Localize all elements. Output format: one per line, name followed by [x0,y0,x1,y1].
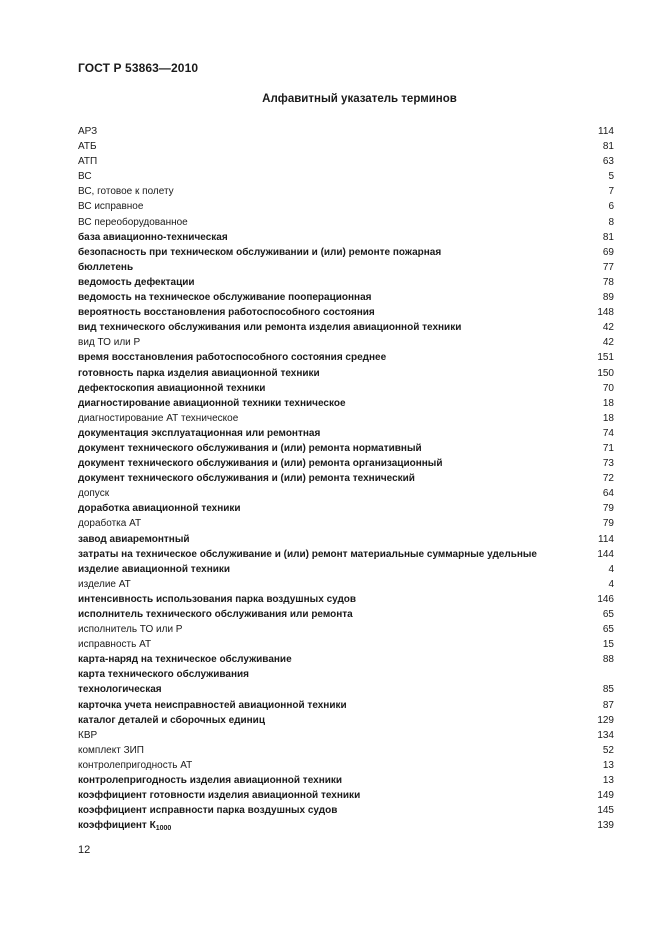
index-page-ref: 65 [602,624,614,636]
index-entry [78,652,614,667]
index-term: контролепригодность АТ [78,759,193,771]
index-term: документ технического обслуживания и (или) ремонта организационный [78,458,443,470]
index-term: ведомость на техническое обслуживание пооперационная [78,292,372,304]
index-entry [78,592,614,607]
index-term: АТБ [78,141,97,153]
page-number: 12 [78,844,91,856]
document-code: ГОСТ Р 53863—2010 [78,61,199,75]
index-page-ref: 89 [602,292,614,304]
index-page-ref: 18 [602,412,614,424]
index-entry [78,743,614,758]
index-entry [78,441,614,456]
index-entry [78,803,614,818]
index-term: допуск [78,488,110,500]
index-page-ref: 72 [602,473,614,485]
page-title: Алфавитный указатель терминов [262,93,457,105]
index-entry [78,637,614,652]
index-term: вид ТО или Р [78,337,141,349]
index-term: документ технического обслуживания и (или) ремонта нормативный [78,442,422,454]
index-term: ВС [78,171,92,183]
index-entry [78,758,614,773]
index-entry [78,320,614,335]
index-term: документация эксплуатационная или ремонтная [78,427,321,439]
index-entry [78,698,614,713]
index-entry [78,411,614,426]
index-term: бюллетень [78,261,134,273]
index-entry [78,350,614,365]
index-page-ref: 73 [602,458,614,470]
index-term: вид технического обслуживания или ремонта изделия авиационной техники [78,322,462,334]
index-page-ref: 139 [597,820,614,832]
index-page-ref: 4 [608,578,614,590]
index-entry [78,456,614,471]
index-entry [78,275,614,290]
index-entry [78,124,614,139]
index-entry [78,199,614,214]
index-term: коэффициент $К_{1000}$ [78,820,172,833]
index-entry [78,471,614,486]
index-entry [78,622,614,637]
index-entry [78,532,614,547]
index-page-ref: 13 [602,759,614,771]
index-term: исправность АТ [78,639,152,651]
index-term: ведомость дефектации [78,276,195,288]
index-entry [78,728,614,743]
index-entry [78,215,614,230]
index-entry [78,713,614,728]
index-term: комплект ЗИП [78,744,144,756]
index-term: диагностирование авиационной техники техническое [78,397,346,409]
index-entry [78,607,614,622]
index-page-ref: 63 [602,156,614,168]
index-term: карточка учета неисправностей авиационной техники [78,699,347,711]
index-term: готовность парка изделия авиационной техники [78,367,320,379]
index-term-subscript: 1000 [155,825,172,833]
index-page-ref: 42 [602,322,614,334]
index-page-ref: 52 [602,744,614,756]
index-page-ref: 65 [602,609,614,620]
index-page-ref: 81 [602,231,614,243]
index-entry [78,230,614,245]
index-term: диагностирование АТ техническое [78,412,239,424]
index-page-ref: 85 [602,684,614,696]
index-page-ref: 64 [602,488,614,500]
index-entry [78,577,614,592]
index-page-ref: 71 [602,442,614,454]
index-term: время восстановления работоспособного состояния среднее [78,352,387,364]
index-term: доработка АТ [78,518,142,530]
index-page-ref: 78 [602,276,614,288]
index-entry [78,426,614,441]
index-page-ref: 5 [608,171,614,183]
index-term: исполнитель технического обслуживания или ремонта [78,609,353,620]
term-index-list [78,124,614,833]
index-term: ВС, готовое к полету [78,186,174,198]
index-page-ref: 79 [602,503,614,515]
index-entry [78,486,614,501]
index-term: затраты на техническое обслуживание и (или) ремонт материальные суммарные удельные [78,548,537,560]
index-term: завод авиаремонтный [78,533,190,545]
index-entry [78,335,614,350]
index-term: карта-наряд на техническое обслуживание [78,654,292,666]
index-entry [78,818,614,833]
index-term: интенсивность использования парка воздушных судов [78,593,357,605]
index-term: КВР [78,729,98,741]
index-term: изделие авиационной техники [78,563,231,575]
index-entry [78,667,614,682]
index-entry [78,184,614,199]
index-entry [78,396,614,411]
index-term: АРЗ [78,126,98,137]
index-page-ref: 145 [597,805,614,817]
index-entry [78,682,614,697]
index-page-ref: 6 [608,201,614,213]
index-term: технологическая [78,684,162,696]
index-entry [78,547,614,562]
index-page-ref: 77 [602,261,614,273]
index-page-ref: 42 [602,337,614,349]
index-page-ref: 129 [597,714,614,726]
index-entry [78,501,614,516]
index-entry [78,154,614,169]
index-term: ВС переоборудованное [78,216,188,228]
index-entry [78,366,614,381]
index-term: дефектоскопия авиационной техники [78,382,266,394]
index-term: контролепригодность изделия авиационной техники [78,775,343,787]
index-entry [78,562,614,577]
index-page-ref: 7 [608,186,614,198]
index-page-ref: 150 [597,367,614,379]
index-page-ref: 79 [602,518,614,530]
index-term: исполнитель ТО или Р [78,624,183,636]
index-term: вероятность восстановления работоспособного состояния [78,307,375,319]
index-entry [78,245,614,260]
index-term: изделие АТ [78,578,131,590]
index-term: карта технического обслуживания [78,669,250,681]
index-entry [78,260,614,275]
index-entry [78,516,614,531]
index-term: безопасность при техническом обслуживании и (или) ремонте пожарная [78,246,442,258]
index-page-ref: 134 [597,729,614,741]
index-page-ref: 18 [602,397,614,409]
index-page-ref: 114 [598,126,614,137]
index-term: ВС исправное [78,201,144,213]
index-page-ref: 144 [597,548,614,560]
index-page-ref: 148 [597,307,614,319]
index-term: база авиационно-техническая [78,231,228,243]
index-term: каталог деталей и сборочных единиц [78,714,265,726]
index-page-ref: 81 [602,141,614,153]
index-entry [78,290,614,305]
index-page-ref: 70 [602,382,614,394]
index-term: коэффициент готовности изделия авиационной техники [78,790,361,802]
index-entry [78,305,614,320]
index-page-ref: 15 [602,639,614,651]
index-term: доработка авиационной техники [78,503,241,515]
index-page-ref: 88 [602,654,614,666]
index-entry [78,169,614,184]
index-page-ref: 4 [608,563,614,575]
index-page-ref: 146 [597,593,614,605]
index-entry [78,788,614,803]
index-page-ref: 74 [602,427,614,439]
index-term: коэффициент исправности парка воздушных судов [78,805,338,817]
index-entry [78,773,614,788]
index-page-ref: 151 [597,352,614,364]
index-term: АТП [78,156,98,168]
index-page-ref: 69 [602,246,614,258]
index-page-ref: 114 [598,533,614,545]
index-page-ref: 87 [602,699,614,711]
index-term: документ технического обслуживания и (или) ремонта технический [78,473,415,485]
index-page-ref: 13 [602,775,614,787]
index-entry [78,139,614,154]
index-page-ref: 149 [597,790,614,802]
index-entry [78,381,614,396]
index-page-ref: 8 [608,216,614,228]
